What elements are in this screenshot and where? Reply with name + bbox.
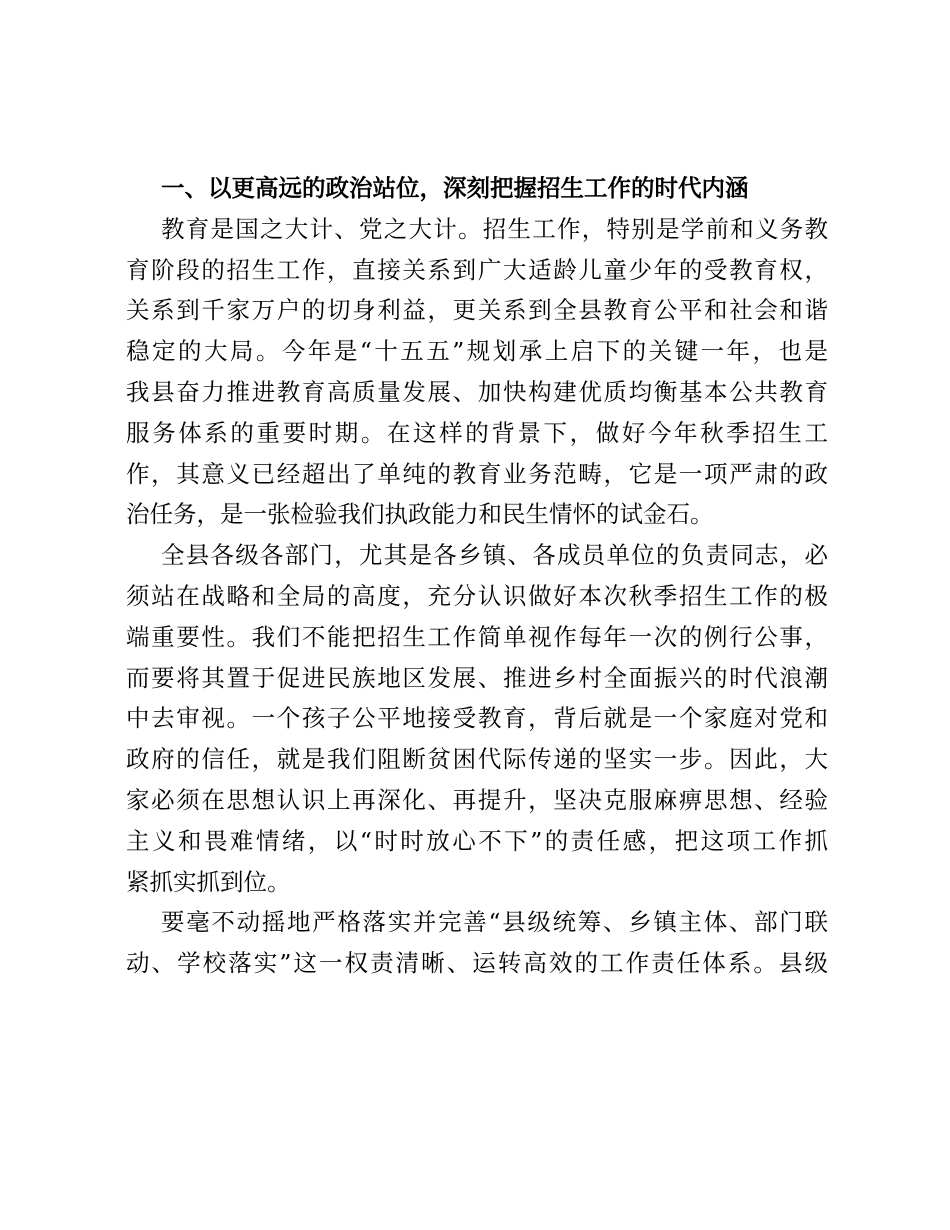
paragraph-line: 全县各级各部门，尤其是各乡镇、各成员单位的负责同志，必 — [161, 541, 828, 570]
paragraph-line: 作，其意义已经超出了单纯的教育业务范畴，它是一项严肃的政 — [126, 459, 828, 488]
paragraph-line: 治任务，是一张检验我们执政能力和民生情怀的试金石。 — [126, 500, 714, 529]
paragraph-line: 而要将其置于促进民族地区发展、推进乡村全面振兴的时代浪潮 — [126, 663, 828, 692]
paragraph-3 — [126, 902, 828, 984]
paragraph-line: 服务体系的重要时期。在这样的背景下，做好今年秋季招生工 — [126, 418, 828, 447]
paragraph-line: 关系到千家万户的切身利益，更关系到全县教育公平和社会和谐 — [126, 296, 828, 325]
paragraph-line: 中去审视。一个孩子公平地接受教育，背后就是一个家庭对党和 — [126, 704, 828, 733]
paragraph-line: 主义和畏难情绪，以“时时放心不下”的责任感，把这项工作抓 — [126, 826, 828, 855]
paragraph-line: 要毫不动摇地严格落实并完善“县级统筹、乡镇主体、部门联 — [161, 908, 828, 937]
paragraph-line: 稳定的大局。今年是“十五五”规划承上启下的关键一年，也是 — [126, 337, 828, 366]
paragraph-line: 端重要性。我们不能把招生工作简单视作每年一次的例行公事， — [126, 622, 828, 651]
paragraph-line: 家必须在思想认识上再深化、再提升，坚决克服麻痹思想、经验 — [126, 785, 828, 814]
section-heading: 一、以更高远的政治站位，深刻把握招生工作的时代内涵 — [161, 174, 749, 202]
paragraph-2 — [126, 535, 828, 902]
paragraph-line: 政府的信任，就是我们阻断贫困代际传递的坚实一步。因此，大 — [126, 745, 828, 774]
paragraph-1 — [126, 209, 828, 535]
document-body — [126, 168, 828, 984]
paragraph-line: 动、学校落实”这一权责清晰、运转高效的工作责任体系。县级 — [126, 949, 828, 978]
paragraph-line: 育阶段的招生工作，直接关系到广大适龄儿童少年的受教育权， — [126, 255, 828, 284]
paragraph-line: 紧抓实抓到位。 — [126, 867, 291, 896]
paragraph-line: 须站在战略和全局的高度，充分认识做好本次秋季招生工作的极 — [126, 581, 828, 610]
paragraph-line: 我县奋力推进教育高质量发展、加快构建优质均衡基本公共教育 — [126, 377, 828, 406]
paragraph-line: 教育是国之大计、党之大计。招生工作，特别是学前和义务教 — [161, 214, 828, 243]
